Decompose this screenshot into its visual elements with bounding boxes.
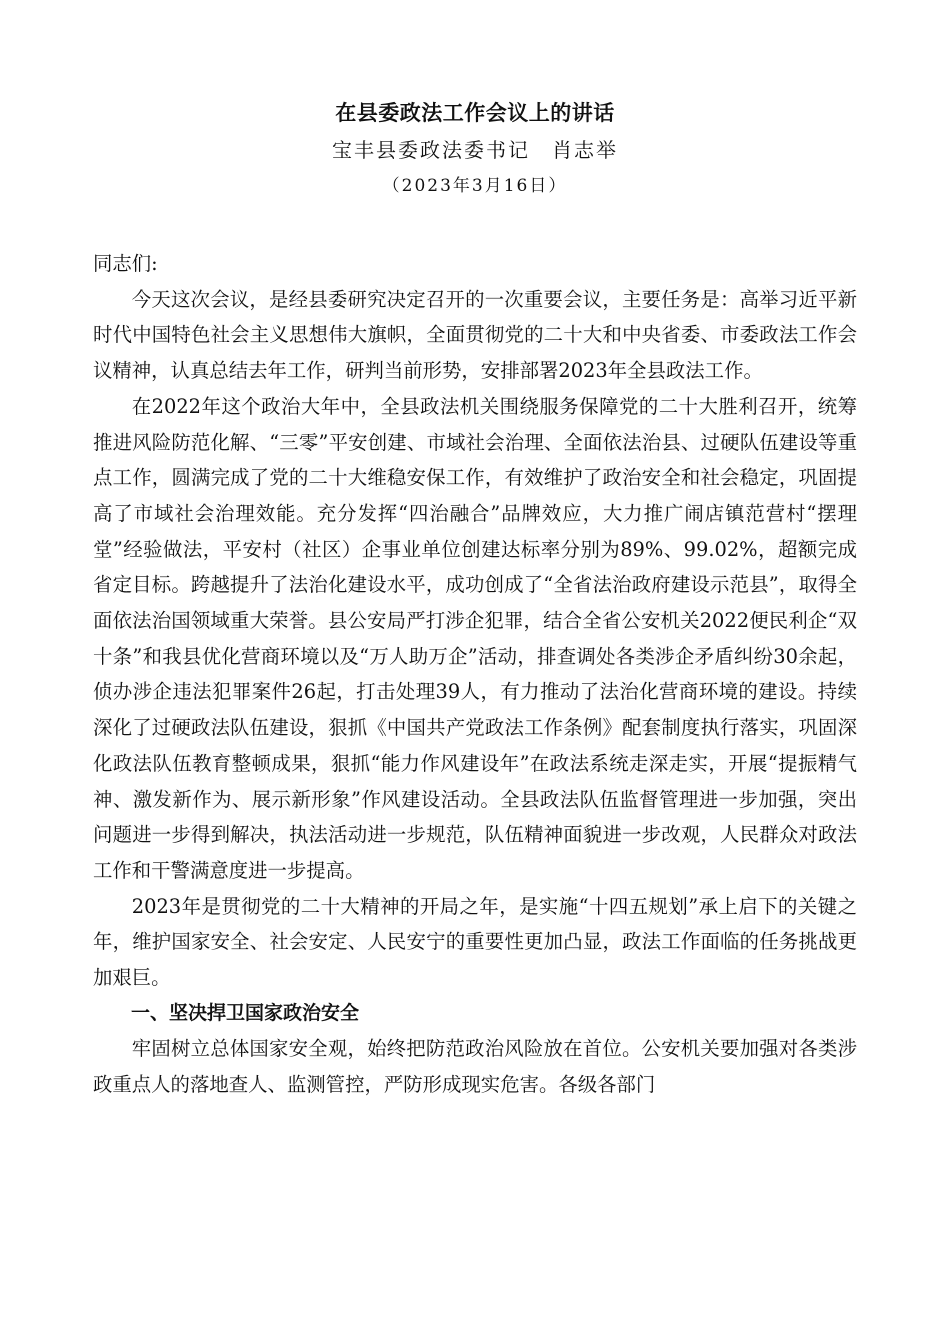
- paragraph-intro: 今天这次会议，是经县委研究决定召开的一次重要会议，主要任务是：高举习近平新时代中国特色社会主义思想伟大旗帜，全面贯彻党的二十大和中央省委、市委政法工作会议精神，认真总结去年工作，研判当前形势，安排部署2023年全县政法工作。: [93, 287, 857, 383]
- document-date: （2023年3月16日）: [382, 176, 568, 196]
- paragraph-outlook-2023: 2023年是贯彻党的二十大精神的开局之年，是实施“十四五规划”承上启下的关键之年，维护国家安全、社会安定、人民安宁的重要性更加凸显，政法工作面临的任务挑战更加艰巨。: [93, 894, 857, 990]
- salutation: 同志们:: [93, 252, 158, 275]
- section-1-paragraph: 牢固树立总体国家安全观，始终把防范政治风险放在首位。公安机关要加强对各类涉政重点人的落地查人、监测管控，严防形成现实危害。各级各部门: [93, 1037, 857, 1097]
- document-title: 在县委政法工作会议上的讲话: [335, 100, 615, 125]
- document-author: 宝丰县委政法委书记 肖志举: [332, 138, 618, 162]
- section-heading-1: 一、坚决捍卫国家政治安全: [131, 1001, 360, 1024]
- document-body: [93, 246, 857, 1103]
- paragraph-review-2022: 在2022年这个政治大年中，全县政法机关围绕服务保障党的二十大胜利召开，统筹推进风险防范化解、“三零”平安创建、市域社会治理、全面依法治县、过硬队伍建设等重点工作，圆满完成了党的二十大维稳安保工作，有效维护了政治安全和社会稳定，巩固提高了市域社会治理效能。充分发挥“四治融合”品牌效应，大力推广闹店镇范营村“摆理堂”经验做法，平安村（社区）企事业单位创建达标率分别为89%、99.02%，超额完成省定目标。跨越提升了法治化建设水平，成功创成了“全省法治政府建设示范县”，取得全面依法治国领域重大荣誉。县公安局严打涉企犯罪，结合全省公安机关2022便民利企“双十条”和我县优化营商环境以及“万人助万企”活动，排查调处各类涉企矛盾纠纷30余起，侦办涉企违法犯罪案件26起，打击处理39人，有力推动了法治化营商环境的建设。持续深化了过硬政法队伍建设，狠抓《中国共产党政法工作条例》配套制度执行落实，巩固深化政法队伍教育整顿成果，狠抓“能力作风建设年”在政法系统走深走实，开展“提振精气神、激发新作为、展示新形象”作风建设活动。全县政法队伍监督管理进一步加强，突出问题进一步得到解决，执法活动进一步规范，队伍精神面貌进一步改观，人民群众对政法工作和干警满意度进一步提高。: [93, 394, 857, 882]
